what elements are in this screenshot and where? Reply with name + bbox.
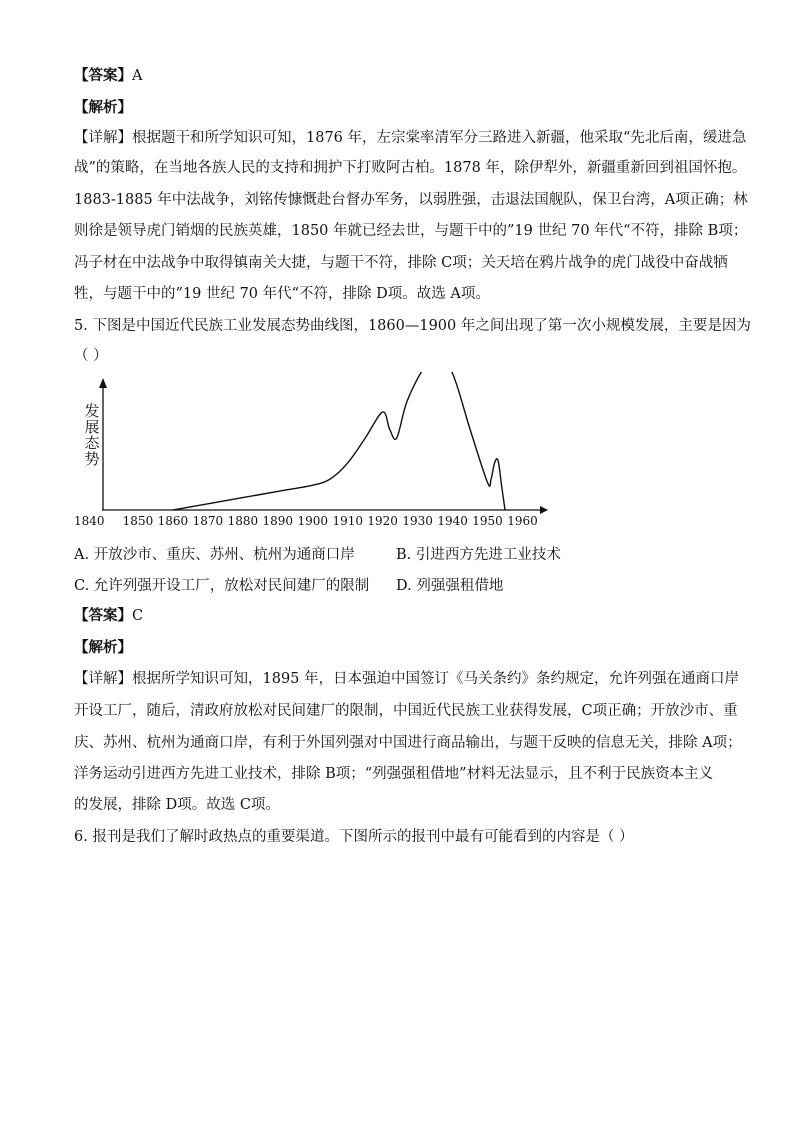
x-axis-arrow bbox=[540, 506, 548, 514]
x-tick-label: 1940 bbox=[437, 514, 468, 528]
y-axis-arrow bbox=[99, 378, 107, 388]
y-axis-label-char: 发 bbox=[84, 402, 100, 420]
q6-stem: 6. 报刊是我们了解时政热点的重要渠道。下图所示的报刊中最有可能看到的内容是（ ） bbox=[74, 829, 634, 845]
q4-detail-line: 战”的策略，在当地各族人民的支持和拥护下打败阿古柏。1878 年，除伊犁外，新疆重新回到祖国怀抱。 bbox=[74, 160, 747, 176]
answer-label: 【答案】 bbox=[74, 607, 132, 624]
q5-answer-line bbox=[74, 606, 143, 626]
q4-analysis-label bbox=[74, 98, 132, 118]
x-tick-label: 1890 bbox=[262, 514, 294, 528]
x-tick-label: 1870 bbox=[192, 514, 224, 528]
y-axis-label-char: 展 bbox=[84, 418, 100, 436]
q5-detail-line: 【详解】根据所学知识可知，1895 年，日本强迫中国签订《马关条约》条约规定，允许列强在通商口岸 bbox=[74, 671, 740, 687]
x-tick-label: 1860 bbox=[157, 514, 189, 528]
option-c[interactable]: C. 允许列强开设工厂，放松对民间建厂的限制 bbox=[74, 578, 370, 594]
analysis-label: 【解析】 bbox=[74, 639, 132, 656]
x-tick-label: 1930 bbox=[402, 514, 433, 528]
q4-detail-line: 冯子材在中法战争中取得镇南关大捷，与题干不符，排除 C项；关天培在鸦片战争的虎门战役中奋战牺 bbox=[74, 255, 728, 271]
x-tick-label: 1850 bbox=[122, 514, 154, 528]
q5-analysis-label bbox=[74, 638, 132, 658]
q4-detail-line: 1883-1885 年中法战争，刘铭传慷慨赴台督办军务，以弱胜强，击退法国舰队，保卫台湾，A项正确；林 bbox=[74, 192, 748, 208]
trend-line bbox=[173, 372, 505, 510]
q4-detail-line: 牲，与题干中的”19 世纪 70 年代“不符，排除 D项。故选 A项。 bbox=[74, 286, 490, 302]
industry-trend-chart bbox=[70, 372, 550, 532]
q4-detail-line: 【详解】根据题干和所学知识可知，1876 年，左宗棠率清军分三路进入新疆，他采取“先北后南，缓进急 bbox=[74, 130, 747, 146]
q5-stem-blank: （ ） bbox=[74, 348, 108, 364]
option-d[interactable]: D. 列强强租借地 bbox=[396, 578, 504, 594]
x-tick-label: 1920 bbox=[367, 514, 398, 528]
option-a[interactable]: A. 开放沙市、重庆、苏州、杭州为通商口岸 bbox=[74, 547, 355, 563]
x-tick-label: 1950 bbox=[472, 514, 503, 528]
y-axis-label bbox=[84, 402, 100, 468]
analysis-label: 【解析】 bbox=[74, 99, 132, 116]
q5-detail-line: 洋务运动引进西方先进工业技术，排除 B项；“列强强租借地”材料无法显示，且不利于民族资本主义 bbox=[74, 766, 714, 782]
q4-answer-line bbox=[74, 66, 142, 86]
y-axis-label-char: 态 bbox=[84, 434, 100, 452]
q5-detail-line: 开设工厂，随后，清政府放松对民间建厂的限制，中国近代民族工业获得发展，C项正确；开放沙市、重 bbox=[74, 703, 738, 719]
option-b[interactable]: B. 引进西方先进工业技术 bbox=[396, 547, 561, 563]
x-tick-label: 1900 bbox=[297, 514, 329, 528]
q4-detail-line: 则徐是领导虎门销烟的民族英雄，1850 年就已经去世，与题干中的”19 世纪 70 年代“不符，排除 B项； bbox=[74, 223, 748, 239]
x-tick-label: 1960 bbox=[507, 514, 538, 528]
q5-stem: 5. 下图是中国近代民族工业发展态势曲线图，1860—1900 年之间出现了第一次小规模发展，主要是因为 bbox=[74, 318, 751, 334]
x-tick-label: 1880 bbox=[227, 514, 259, 528]
y-axis-label-char: 势 bbox=[84, 450, 100, 468]
answer-label: 【答案】 bbox=[74, 67, 132, 84]
x-tick-label: 1840 bbox=[74, 514, 105, 528]
q5-detail-line: 庆、苏州、杭州为通商口岸，有利于外国列强对中国进行商品输出，与题干反映的信息无关，排除 A项； bbox=[74, 735, 742, 751]
x-tick-label: 1910 bbox=[332, 514, 363, 528]
q5-detail-line: 的发展，排除 D项。故选 C项。 bbox=[74, 797, 280, 813]
answer-value: A bbox=[132, 68, 143, 84]
answer-value: C bbox=[132, 608, 144, 624]
